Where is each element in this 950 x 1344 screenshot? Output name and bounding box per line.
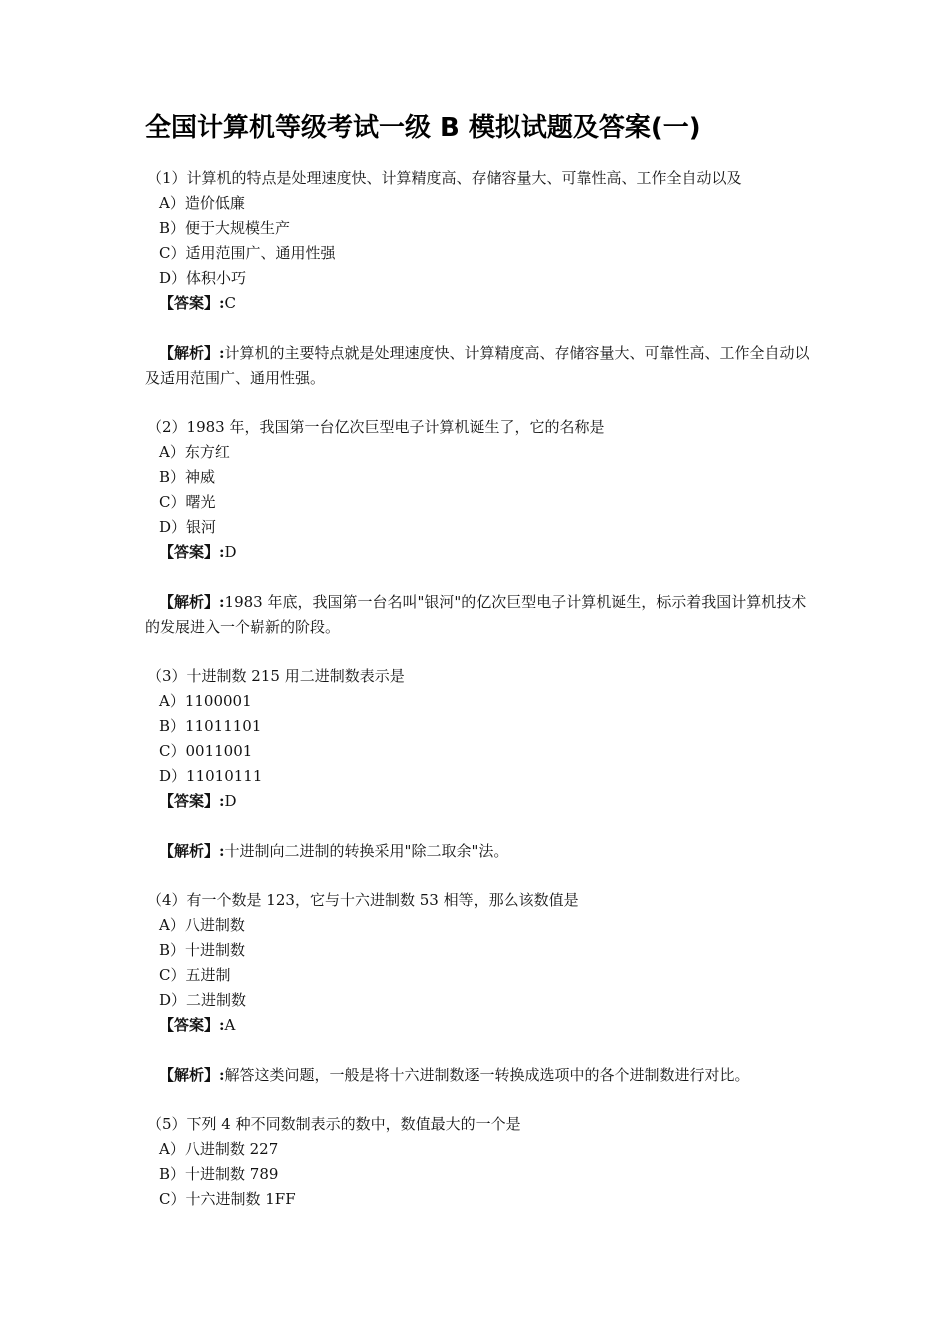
question-stem: （4）有一个数是 123，它与十六进制数 53 相等，那么该数值是 xyxy=(147,891,579,909)
question-4 xyxy=(145,888,825,1088)
option-a: A）八进制数 227 xyxy=(159,1140,279,1158)
document-title: 全国计算机等级考试一级 B 模拟试题及答案(一) xyxy=(145,113,701,143)
answer-value: C xyxy=(224,294,237,312)
question-1 xyxy=(145,166,825,391)
question-stem: （3）十进制数 215 用二进制数表示是 xyxy=(147,667,405,685)
answer-line xyxy=(145,291,825,316)
option-b: B）便于大规模生产 xyxy=(159,219,291,237)
explanation-text: 解答这类问题，一般是将十六进制数逐一转换成选项中的各个进制数进行对比。 xyxy=(224,1066,750,1084)
option-b: B）十进制数 xyxy=(159,941,246,959)
answer-prefix: 【答案】: xyxy=(159,543,225,561)
option-a: A）东方红 xyxy=(159,443,230,461)
option-d: D）银河 xyxy=(159,518,217,536)
answer-prefix: 【答案】: xyxy=(159,294,225,312)
option-a: A）造价低廉 xyxy=(159,194,245,212)
question-stem: （5）下列 4 种不同数制表示的数中，数值最大的一个是 xyxy=(147,1115,521,1133)
option-b: B）11011101 xyxy=(159,717,262,735)
explanation-prefix: 【解析】: xyxy=(159,1066,225,1084)
explanation-text: 1983 年底，我国第一台名叫"银河"的亿次巨型电子计算机诞生，标示着我国计算机技术的发展进入一个崭新的阶段。 xyxy=(145,593,807,636)
option-b: B）神威 xyxy=(159,468,216,486)
option-b: B）十进制数 789 xyxy=(159,1165,279,1183)
question-3 xyxy=(145,664,825,864)
explanation-prefix: 【解析】: xyxy=(159,593,225,611)
option-c: C）曙光 xyxy=(159,493,216,511)
option-d: D）二进制数 xyxy=(159,991,247,1009)
option-c: C）五进制 xyxy=(159,966,231,984)
question-2 xyxy=(145,415,825,640)
question-stem: （1）计算机的特点是处理速度快、计算精度高、存储容量大、可靠性高、工作全自动以及 xyxy=(147,169,742,187)
answer-value: A xyxy=(224,1016,236,1034)
explanation xyxy=(145,341,813,391)
explanation-text: 十进制向二进制的转换采用"除二取余"法。 xyxy=(224,842,509,860)
explanation xyxy=(145,590,813,640)
explanation xyxy=(145,839,813,864)
answer-value: D xyxy=(224,792,237,810)
answer-line xyxy=(145,789,825,814)
option-a: A）八进制数 xyxy=(159,916,245,934)
answer-prefix: 【答案】: xyxy=(159,792,225,810)
answer-line xyxy=(145,540,825,565)
option-d: D）11010111 xyxy=(159,767,263,785)
option-c: C）0011001 xyxy=(159,742,253,760)
explanation-text: 计算机的主要特点就是处理速度快、计算精度高、存储容量大、可靠性高、工作全自动以及适用范围广、通用性强。 xyxy=(145,344,810,387)
answer-value: D xyxy=(224,543,237,561)
option-d: D）体积小巧 xyxy=(159,269,247,287)
explanation-prefix: 【解析】: xyxy=(159,344,225,362)
answer-line xyxy=(145,1013,825,1038)
explanation xyxy=(145,1063,813,1088)
explanation-prefix: 【解析】: xyxy=(159,842,225,860)
option-c: C）适用范围广、通用性强 xyxy=(159,244,336,262)
option-a: A）1100001 xyxy=(159,692,252,710)
question-5 xyxy=(145,1112,825,1212)
option-c: C）十六进制数 1FF xyxy=(159,1190,296,1208)
question-stem: （2）1983 年，我国第一台亿次巨型电子计算机诞生了，它的名称是 xyxy=(147,418,605,436)
answer-prefix: 【答案】: xyxy=(159,1016,225,1034)
